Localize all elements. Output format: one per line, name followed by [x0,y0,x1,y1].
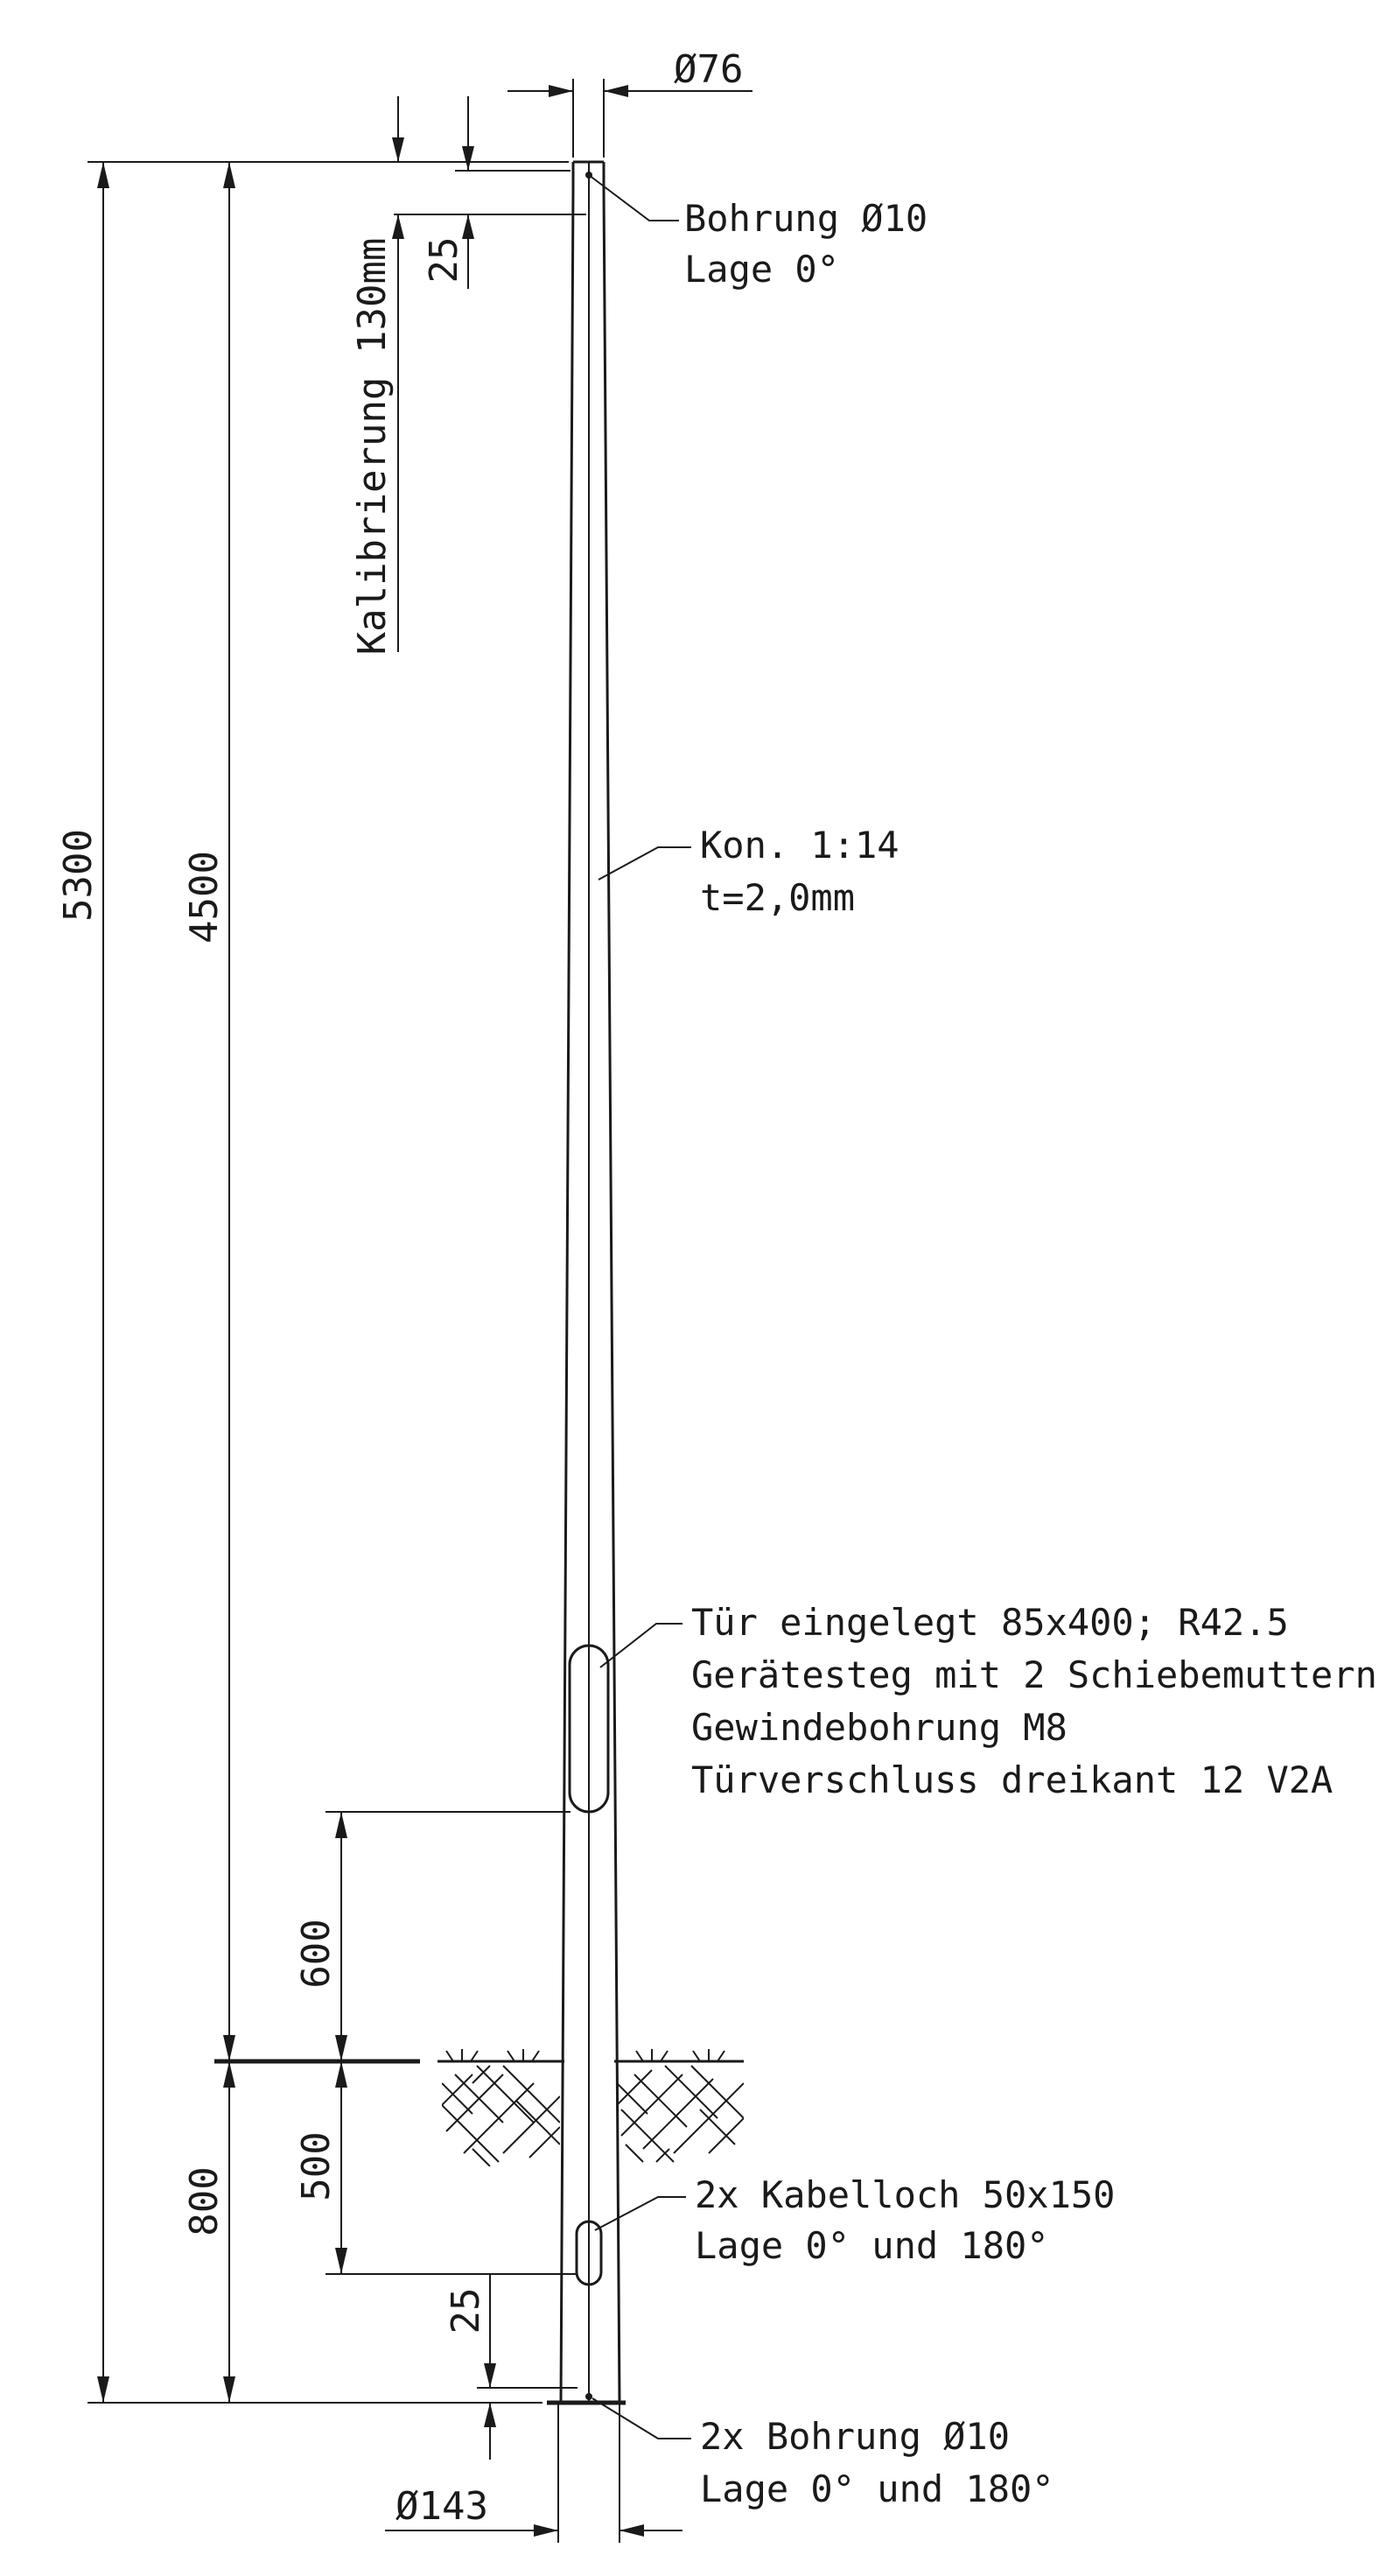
dim-calibration [350,96,404,655]
dim-25-top-label: 25 [422,236,466,284]
pole-outline-right [604,162,620,2403]
cable-hole-line-1: 2x Kabelloch 50x150 [695,2173,1116,2216]
soil-hatch-right [617,2066,744,2162]
callout-cone [598,824,900,919]
door-line-4: Türverschluss dreikant 12 V2A [691,1758,1334,1801]
dim-4500-label: 4500 [182,851,227,944]
dim-top-diameter-label: Ø76 [674,47,744,92]
dim-top-diameter [508,47,752,158]
dim-800-label: 800 [182,2166,227,2236]
door-line-3: Gewindebohrung M8 [691,1706,1068,1749]
dim-base-diameter [385,2403,682,2543]
dim-5300-label: 5300 [56,829,101,922]
soil-hatch-left [442,2066,560,2166]
dim-base-diameter-label: Ø143 [396,2484,488,2529]
cone-line-2: t=2,0mm [700,876,856,919]
callout-top-bore [589,175,928,291]
pole [547,162,626,2403]
dim-cable-hole-depth [294,2061,578,2274]
dim-burial-depth [182,2061,235,2403]
dim-500-label: 500 [294,2131,339,2201]
top-bore-line-2: Lage 0° [684,248,840,291]
callout-door [600,1601,1377,1801]
door-line-1: Tür eingelegt 85x400; R42.5 [691,1601,1289,1644]
base-bore-marker [585,2393,592,2400]
top-bore-line-1: Bohrung Ø10 [684,197,928,240]
grass-marks [446,2049,724,2061]
dim-top-offset [394,96,586,289]
callout-cable-hole [595,2173,1115,2267]
base-bore-line-1: 2x Bohrung Ø10 [700,2415,1011,2458]
callout-base-bore [592,2398,1054,2510]
cable-hole-line-2: Lage 0° und 180° [695,2224,1049,2267]
calibration-label: Kalibrierung 130mm [350,237,395,656]
cone-line-1: Kon. 1:14 [700,824,900,867]
dim-600-label: 600 [294,1919,339,1989]
pole-outline-left [561,162,573,2403]
base-bore-line-2: Lage 0° und 180° [700,2467,1054,2510]
door-line-2: Gerätesteg mit 2 Schiebemuttern [691,1653,1377,1696]
dim-total-height [56,162,569,2403]
dim-25-base-label: 25 [444,2287,488,2334]
dim-door-height [294,1812,570,2061]
dim-above-ground [182,162,235,2061]
